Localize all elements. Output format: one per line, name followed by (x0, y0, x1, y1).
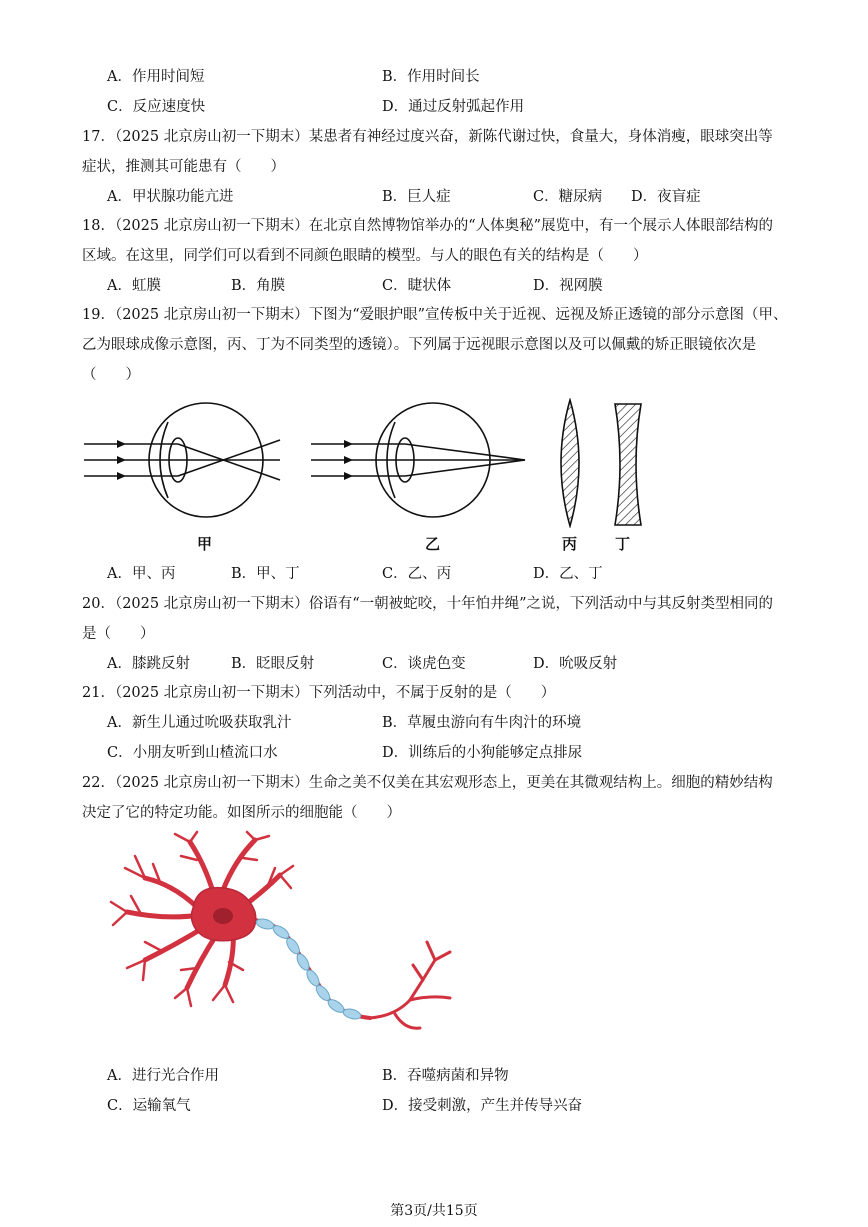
q22-stem-line-2: 决定了它的特定功能。如图所示的细胞能（ ） (82, 805, 401, 821)
q20-stem-line-1: 20．（2025 北京房山初一下期末）俗语有“一朝被蛇咬，十年怕井绳”之说，下列活动中与其反射类型相同的 (82, 596, 774, 612)
q20-option-b: B．眨眼反射 (231, 656, 315, 672)
q17-option-c: C．糖尿病 (533, 189, 603, 205)
caption-jia: 甲 (197, 535, 213, 553)
caption-bing: 丙 (562, 535, 578, 553)
q18-option-d: D．视网膜 (533, 278, 603, 294)
q22-option-b: B．吞噬病菌和异物 (382, 1068, 509, 1084)
q20-option-a: A．膝跳反射 (107, 656, 190, 672)
q20-option-c: C．谈虎色变 (382, 656, 466, 672)
caption-yi: 乙 (425, 535, 441, 553)
q16-option-a: A．作用时间短 (107, 69, 205, 85)
eye-diagram-jia (80, 400, 290, 520)
q19-stem-line-2: 乙为眼球成像示意图，丙、丁为不同类型的透镜）。下列属于远视眼示意图以及可以佩戴的矫正眼镜依次是 (82, 337, 757, 353)
q21-option-d: D．训练后的小狗能够定点排尿 (382, 745, 583, 761)
q17-option-b: B．巨人症 (382, 189, 451, 205)
page-footer: 第3页/共15页 (390, 1203, 478, 1219)
q18-stem-line-2: 区域。在这里，同学们可以看到不同颜色眼睛的模型。与人的眼色有关的结构是（ ） (82, 248, 648, 264)
convex-lens-bing (554, 398, 586, 528)
q19-option-c: C．乙、丙 (382, 566, 452, 582)
q18-stem-line-1: 18．（2025 北京房山初一下期末）在北京自然博物馆举办的“人体奥秘”展览中，有一个展示人体眼部结构的 (82, 218, 774, 234)
q19-option-b: B．甲、丁 (231, 566, 300, 582)
q17-stem-line-1: 17．（2025 北京房山初一下期末）某患者有神经过度兴奋，新陈代谢过快，食量大，身体消瘦，眼球突出等 (82, 129, 773, 145)
q17-option-d: D．夜盲症 (631, 189, 701, 205)
q19-option-d: D．乙、丁 (533, 566, 603, 582)
neuron-diagram (105, 830, 455, 1030)
q18-option-b: B．角膜 (231, 278, 286, 294)
q22-stem-line-1: 22．（2025 北京房山初一下期末）生命之美不仅美在其宏观形态上，更美在其微观结构上。细胞的精妙结构 (82, 775, 773, 791)
q19-stem-line-1: 19．（2025 北京房山初一下期末）下图为“爱眼护眼”宣传板中关于近视、远视及矫正透镜的部分示意图（甲、 (82, 307, 788, 323)
q20-option-d: D．吮吸反射 (533, 656, 618, 672)
q21-option-a: A．新生儿通过吮吸获取乳汁 (107, 715, 292, 731)
q22-option-d: D．接受刺激，产生并传导兴奋 (382, 1098, 583, 1114)
q21-option-b: B．草履虫游向有牛肉汁的环境 (382, 715, 582, 731)
q21-option-c: C．小朋友听到山楂流口水 (107, 745, 278, 761)
q19-option-a: A．甲、丙 (107, 566, 176, 582)
eye-diagram-yi (307, 400, 532, 520)
q16-option-b: B．作用时间长 (382, 69, 480, 85)
q18-option-c: C．睫状体 (382, 278, 452, 294)
q21-stem-line-1: 21．（2025 北京房山初一下期末）下列活动中，不属于反射的是（ ） (82, 685, 556, 701)
q16-option-c: C．反应速度快 (107, 99, 206, 115)
q18-option-a: A．虹膜 (107, 278, 161, 294)
q17-stem-line-2: 症状，推测其可能患有（ ） (82, 159, 285, 175)
q17-option-a: A．甲状腺功能亢进 (107, 189, 234, 205)
concave-lens-ding (612, 402, 644, 528)
q20-stem-line-2: 是（ ） (82, 626, 155, 642)
q22-option-c: C．运输氧气 (107, 1098, 191, 1114)
caption-ding: 丁 (615, 535, 631, 553)
q22-option-a: A．进行光合作用 (107, 1068, 219, 1084)
q19-stem-line-3: （ ） (82, 367, 140, 383)
q16-option-d: D．通过反射弧起作用 (382, 99, 525, 115)
